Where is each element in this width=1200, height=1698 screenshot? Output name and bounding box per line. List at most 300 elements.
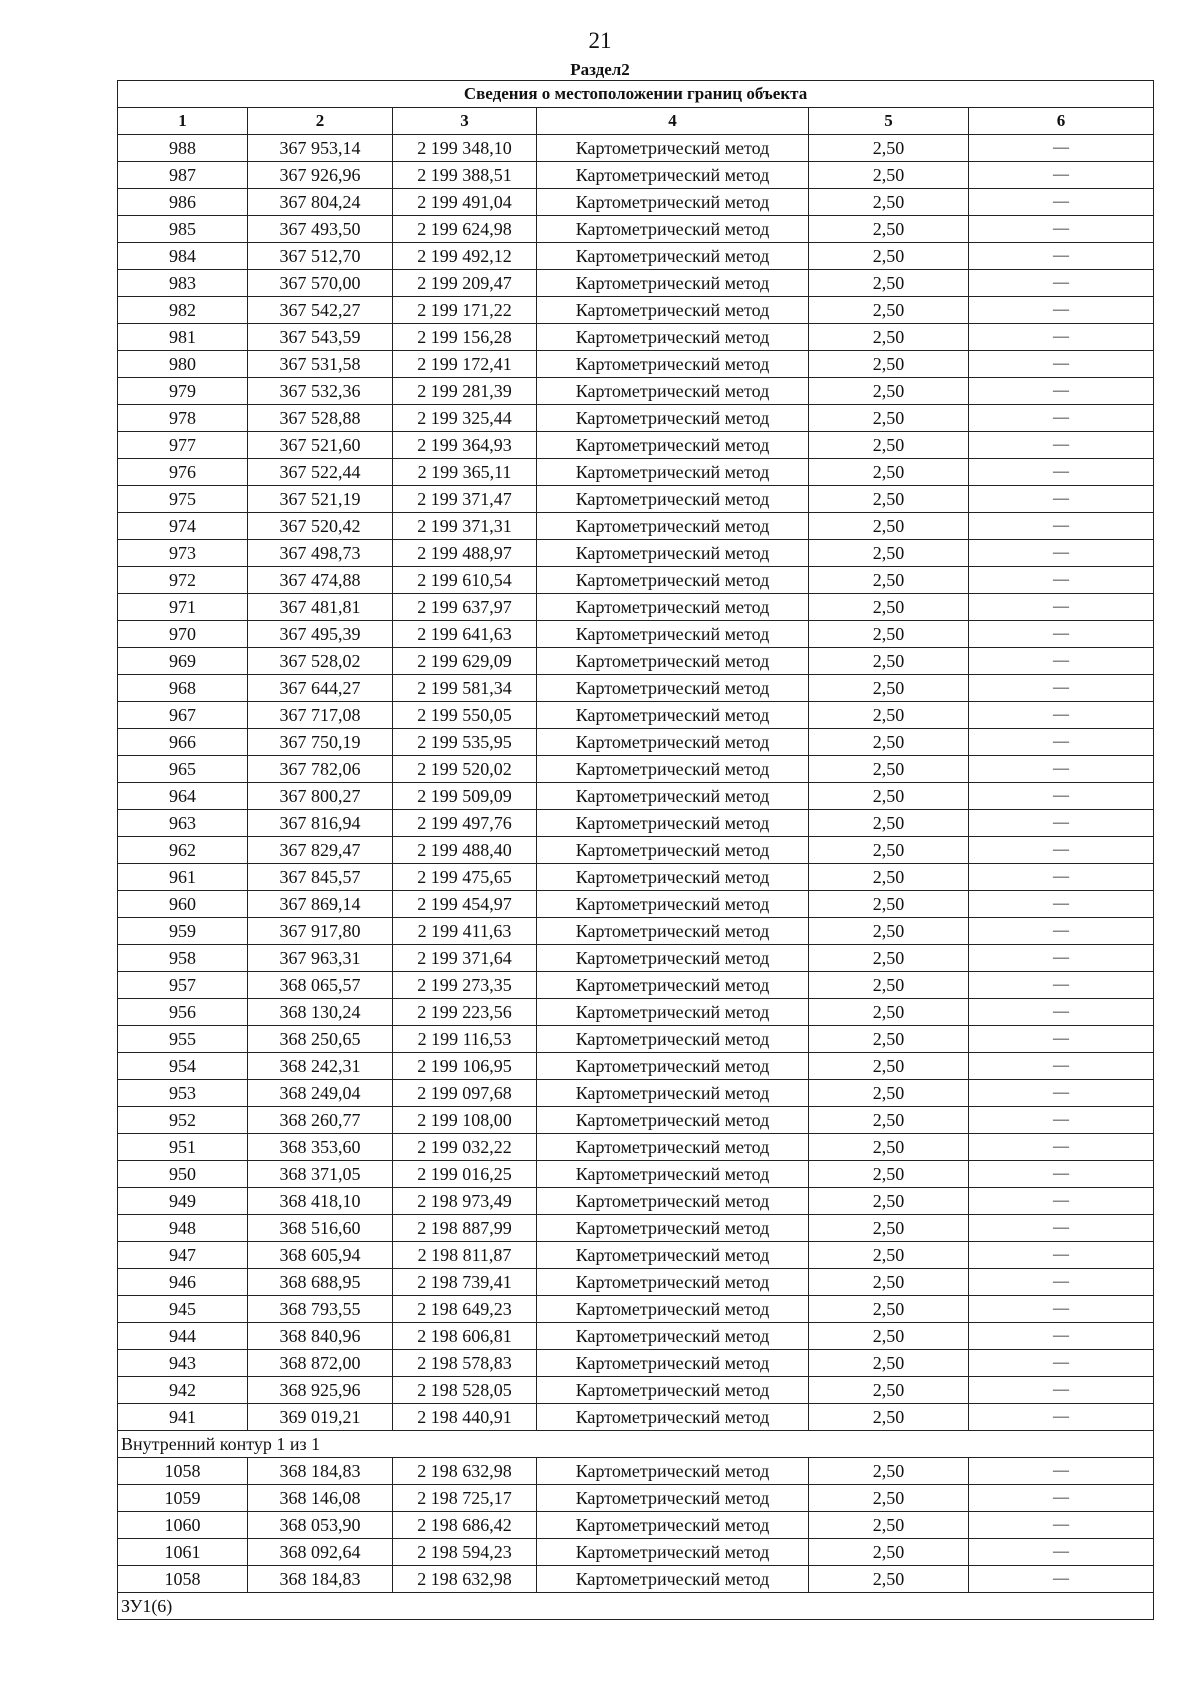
description-cell: — xyxy=(969,1188,1154,1215)
y-coordinate-cell: 2 198 440,91 xyxy=(393,1404,537,1431)
table-row xyxy=(118,918,1154,945)
method-cell: Картометрический метод xyxy=(537,567,809,594)
x-coordinate-cell: 368 053,90 xyxy=(248,1512,393,1539)
description-cell: — xyxy=(969,729,1154,756)
outer-contour-rows xyxy=(118,135,1154,1431)
x-coordinate-cell: 368 184,83 xyxy=(248,1458,393,1485)
x-coordinate-cell: 368 249,04 xyxy=(248,1080,393,1107)
point-number-cell: 973 xyxy=(118,540,248,567)
table-row xyxy=(118,702,1154,729)
point-number-cell: 943 xyxy=(118,1350,248,1377)
y-coordinate-cell: 2 199 106,95 xyxy=(393,1053,537,1080)
table-row xyxy=(118,378,1154,405)
point-number-cell: 982 xyxy=(118,297,248,324)
point-number-cell: 974 xyxy=(118,513,248,540)
point-number-cell: 971 xyxy=(118,594,248,621)
description-cell: — xyxy=(969,594,1154,621)
description-cell: — xyxy=(969,1323,1154,1350)
y-coordinate-cell: 2 199 116,53 xyxy=(393,1026,537,1053)
table-row xyxy=(118,1107,1154,1134)
precision-cell: 2,50 xyxy=(809,270,969,297)
precision-cell: 2,50 xyxy=(809,702,969,729)
method-cell: Картометрический метод xyxy=(537,1539,809,1566)
y-coordinate-cell: 2 198 578,83 xyxy=(393,1350,537,1377)
table-row xyxy=(118,162,1154,189)
point-number-cell: 963 xyxy=(118,810,248,837)
x-coordinate-cell: 367 963,31 xyxy=(248,945,393,972)
column-header: 5 xyxy=(809,108,969,135)
x-coordinate-cell: 368 353,60 xyxy=(248,1134,393,1161)
precision-cell: 2,50 xyxy=(809,837,969,864)
point-number-cell: 953 xyxy=(118,1080,248,1107)
column-header-row xyxy=(118,108,1154,135)
precision-cell: 2,50 xyxy=(809,1107,969,1134)
point-number-cell: 958 xyxy=(118,945,248,972)
point-number-cell: 951 xyxy=(118,1134,248,1161)
table-row xyxy=(118,729,1154,756)
table-row xyxy=(118,135,1154,162)
table-caption-row xyxy=(118,81,1154,108)
precision-cell: 2,50 xyxy=(809,1080,969,1107)
description-cell: — xyxy=(969,918,1154,945)
table-row xyxy=(118,1080,1154,1107)
description-cell: — xyxy=(969,1566,1154,1593)
precision-cell: 2,50 xyxy=(809,1350,969,1377)
precision-cell: 2,50 xyxy=(809,486,969,513)
table-caption: Сведения о местоположении границ объекта xyxy=(118,81,1154,108)
table-row xyxy=(118,324,1154,351)
x-coordinate-cell: 367 474,88 xyxy=(248,567,393,594)
point-number-cell: 964 xyxy=(118,783,248,810)
y-coordinate-cell: 2 199 492,12 xyxy=(393,243,537,270)
table-row xyxy=(118,432,1154,459)
y-coordinate-cell: 2 199 365,11 xyxy=(393,459,537,486)
precision-cell: 2,50 xyxy=(809,405,969,432)
table-row xyxy=(118,297,1154,324)
x-coordinate-cell: 367 520,42 xyxy=(248,513,393,540)
precision-cell: 2,50 xyxy=(809,756,969,783)
method-cell: Картометрический метод xyxy=(537,1134,809,1161)
table-row xyxy=(118,1188,1154,1215)
x-coordinate-cell: 367 953,14 xyxy=(248,135,393,162)
point-number-cell: 967 xyxy=(118,702,248,729)
method-cell: Картометрический метод xyxy=(537,162,809,189)
x-coordinate-cell: 368 092,64 xyxy=(248,1539,393,1566)
y-coordinate-cell: 2 199 097,68 xyxy=(393,1080,537,1107)
method-cell: Картометрический метод xyxy=(537,324,809,351)
column-header: 6 xyxy=(969,108,1154,135)
y-coordinate-cell: 2 198 606,81 xyxy=(393,1323,537,1350)
x-coordinate-cell: 368 688,95 xyxy=(248,1269,393,1296)
precision-cell: 2,50 xyxy=(809,594,969,621)
point-number-cell: 968 xyxy=(118,675,248,702)
y-coordinate-cell: 2 198 686,42 xyxy=(393,1512,537,1539)
point-number-cell: 970 xyxy=(118,621,248,648)
y-coordinate-cell: 2 199 581,34 xyxy=(393,675,537,702)
x-coordinate-cell: 367 816,94 xyxy=(248,810,393,837)
point-number-cell: 959 xyxy=(118,918,248,945)
boundary-coordinates-table xyxy=(117,80,1154,1620)
method-cell: Картометрический метод xyxy=(537,675,809,702)
description-cell: — xyxy=(969,216,1154,243)
y-coordinate-cell: 2 199 488,97 xyxy=(393,540,537,567)
x-coordinate-cell: 367 521,19 xyxy=(248,486,393,513)
table-row xyxy=(118,1296,1154,1323)
precision-cell: 2,50 xyxy=(809,378,969,405)
x-coordinate-cell: 367 717,08 xyxy=(248,702,393,729)
point-number-cell: 948 xyxy=(118,1215,248,1242)
description-cell: — xyxy=(969,1458,1154,1485)
point-number-cell: 957 xyxy=(118,972,248,999)
table-row xyxy=(118,891,1154,918)
method-cell: Картометрический метод xyxy=(537,540,809,567)
x-coordinate-cell: 368 605,94 xyxy=(248,1242,393,1269)
point-number-cell: 984 xyxy=(118,243,248,270)
y-coordinate-cell: 2 199 497,76 xyxy=(393,810,537,837)
method-cell: Картометрический метод xyxy=(537,378,809,405)
point-number-cell: 976 xyxy=(118,459,248,486)
precision-cell: 2,50 xyxy=(809,1323,969,1350)
description-cell: — xyxy=(969,1134,1154,1161)
method-cell: Картометрический метод xyxy=(537,1458,809,1485)
method-cell: Картометрический метод xyxy=(537,486,809,513)
method-cell: Картометрический метод xyxy=(537,999,809,1026)
y-coordinate-cell: 2 199 016,25 xyxy=(393,1161,537,1188)
x-coordinate-cell: 367 498,73 xyxy=(248,540,393,567)
table-row xyxy=(118,1566,1154,1593)
table-row xyxy=(118,1539,1154,1566)
x-coordinate-cell: 367 845,57 xyxy=(248,864,393,891)
description-cell: — xyxy=(969,270,1154,297)
description-cell: — xyxy=(969,891,1154,918)
description-cell: — xyxy=(969,648,1154,675)
method-cell: Картометрический метод xyxy=(537,1269,809,1296)
method-cell: Картометрический метод xyxy=(537,918,809,945)
method-cell: Картометрический метод xyxy=(537,1242,809,1269)
x-coordinate-cell: 367 522,44 xyxy=(248,459,393,486)
description-cell: — xyxy=(969,405,1154,432)
description-cell: — xyxy=(969,1080,1154,1107)
table-row xyxy=(118,1458,1154,1485)
description-cell: — xyxy=(969,1512,1154,1539)
description-cell: — xyxy=(969,1161,1154,1188)
x-coordinate-cell: 367 528,88 xyxy=(248,405,393,432)
method-cell: Картометрический метод xyxy=(537,432,809,459)
y-coordinate-cell: 2 199 209,47 xyxy=(393,270,537,297)
point-number-cell: 981 xyxy=(118,324,248,351)
method-cell: Картометрический метод xyxy=(537,837,809,864)
precision-cell: 2,50 xyxy=(809,1134,969,1161)
point-number-cell: 1058 xyxy=(118,1458,248,1485)
footer-section xyxy=(118,1593,1154,1620)
method-cell: Картометрический метод xyxy=(537,270,809,297)
table-row xyxy=(118,189,1154,216)
method-cell: Картометрический метод xyxy=(537,189,809,216)
table-row xyxy=(118,621,1154,648)
table-row xyxy=(118,1512,1154,1539)
method-cell: Картометрический метод xyxy=(537,1215,809,1242)
method-cell: Картометрический метод xyxy=(537,1188,809,1215)
x-coordinate-cell: 368 516,60 xyxy=(248,1215,393,1242)
y-coordinate-cell: 2 198 632,98 xyxy=(393,1458,537,1485)
table-row xyxy=(118,1269,1154,1296)
description-cell: — xyxy=(969,1053,1154,1080)
point-number-cell: 975 xyxy=(118,486,248,513)
inner-contour-label: Внутренний контур 1 из 1 xyxy=(118,1431,1154,1458)
precision-cell: 2,50 xyxy=(809,1485,969,1512)
precision-cell: 2,50 xyxy=(809,1458,969,1485)
x-coordinate-cell: 367 829,47 xyxy=(248,837,393,864)
description-cell: — xyxy=(969,756,1154,783)
point-number-cell: 1061 xyxy=(118,1539,248,1566)
table-row xyxy=(118,675,1154,702)
method-cell: Картометрический метод xyxy=(537,1161,809,1188)
y-coordinate-cell: 2 199 108,00 xyxy=(393,1107,537,1134)
description-cell: — xyxy=(969,702,1154,729)
x-coordinate-cell: 368 146,08 xyxy=(248,1485,393,1512)
y-coordinate-cell: 2 199 475,65 xyxy=(393,864,537,891)
table-row xyxy=(118,1215,1154,1242)
y-coordinate-cell: 2 199 032,22 xyxy=(393,1134,537,1161)
point-number-cell: 988 xyxy=(118,135,248,162)
method-cell: Картометрический метод xyxy=(537,756,809,783)
x-coordinate-cell: 367 521,60 xyxy=(248,432,393,459)
column-header: 1 xyxy=(118,108,248,135)
precision-cell: 2,50 xyxy=(809,513,969,540)
method-cell: Картометрический метод xyxy=(537,1566,809,1593)
method-cell: Картометрический метод xyxy=(537,1512,809,1539)
precision-cell: 2,50 xyxy=(809,351,969,378)
x-coordinate-cell: 367 495,39 xyxy=(248,621,393,648)
method-cell: Картометрический метод xyxy=(537,972,809,999)
description-cell: — xyxy=(969,999,1154,1026)
y-coordinate-cell: 2 199 281,39 xyxy=(393,378,537,405)
y-coordinate-cell: 2 198 887,99 xyxy=(393,1215,537,1242)
y-coordinate-cell: 2 199 156,28 xyxy=(393,324,537,351)
point-number-cell: 960 xyxy=(118,891,248,918)
description-cell: — xyxy=(969,351,1154,378)
description-cell: — xyxy=(969,783,1154,810)
y-coordinate-cell: 2 199 371,47 xyxy=(393,486,537,513)
y-coordinate-cell: 2 199 491,04 xyxy=(393,189,537,216)
method-cell: Картометрический метод xyxy=(537,783,809,810)
description-cell: — xyxy=(969,1485,1154,1512)
column-header: 2 xyxy=(248,108,393,135)
x-coordinate-cell: 367 528,02 xyxy=(248,648,393,675)
description-cell: — xyxy=(969,1269,1154,1296)
precision-cell: 2,50 xyxy=(809,891,969,918)
description-cell: — xyxy=(969,837,1154,864)
precision-cell: 2,50 xyxy=(809,864,969,891)
y-coordinate-cell: 2 199 388,51 xyxy=(393,162,537,189)
inner-contour-rows xyxy=(118,1458,1154,1593)
precision-cell: 2,50 xyxy=(809,1215,969,1242)
point-number-cell: 972 xyxy=(118,567,248,594)
table-row xyxy=(118,216,1154,243)
point-number-cell: 983 xyxy=(118,270,248,297)
y-coordinate-cell: 2 198 973,49 xyxy=(393,1188,537,1215)
table-row xyxy=(118,405,1154,432)
table-row xyxy=(118,864,1154,891)
description-cell: — xyxy=(969,864,1154,891)
method-cell: Картометрический метод xyxy=(537,135,809,162)
description-cell: — xyxy=(969,1215,1154,1242)
table-row xyxy=(118,1323,1154,1350)
point-number-cell: 965 xyxy=(118,756,248,783)
x-coordinate-cell: 367 542,27 xyxy=(248,297,393,324)
inner-contour-section xyxy=(118,1431,1154,1458)
method-cell: Картометрический метод xyxy=(537,1296,809,1323)
table-row xyxy=(118,837,1154,864)
table-row xyxy=(118,972,1154,999)
table-row xyxy=(118,459,1154,486)
x-coordinate-cell: 367 869,14 xyxy=(248,891,393,918)
precision-cell: 2,50 xyxy=(809,135,969,162)
method-cell: Картометрический метод xyxy=(537,1404,809,1431)
point-number-cell: 969 xyxy=(118,648,248,675)
table-row xyxy=(118,486,1154,513)
description-cell: — xyxy=(969,567,1154,594)
description-cell: — xyxy=(969,1242,1154,1269)
inner-contour-label-row xyxy=(118,1431,1154,1458)
table-row xyxy=(118,1404,1154,1431)
precision-cell: 2,50 xyxy=(809,1053,969,1080)
point-number-cell: 962 xyxy=(118,837,248,864)
table-row xyxy=(118,1161,1154,1188)
y-coordinate-cell: 2 199 535,95 xyxy=(393,729,537,756)
precision-cell: 2,50 xyxy=(809,1026,969,1053)
y-coordinate-cell: 2 198 811,87 xyxy=(393,1242,537,1269)
description-cell: — xyxy=(969,297,1154,324)
x-coordinate-cell: 367 644,27 xyxy=(248,675,393,702)
description-cell: — xyxy=(969,1404,1154,1431)
precision-cell: 2,50 xyxy=(809,945,969,972)
x-coordinate-cell: 368 130,24 xyxy=(248,999,393,1026)
x-coordinate-cell: 368 872,00 xyxy=(248,1350,393,1377)
y-coordinate-cell: 2 199 371,31 xyxy=(393,513,537,540)
precision-cell: 2,50 xyxy=(809,675,969,702)
description-cell: — xyxy=(969,513,1154,540)
description-cell: — xyxy=(969,1377,1154,1404)
precision-cell: 2,50 xyxy=(809,1566,969,1593)
point-number-cell: 946 xyxy=(118,1269,248,1296)
y-coordinate-cell: 2 199 637,97 xyxy=(393,594,537,621)
precision-cell: 2,50 xyxy=(809,729,969,756)
precision-cell: 2,50 xyxy=(809,1269,969,1296)
point-number-cell: 956 xyxy=(118,999,248,1026)
method-cell: Картометрический метод xyxy=(537,594,809,621)
table-row xyxy=(118,243,1154,270)
y-coordinate-cell: 2 198 594,23 xyxy=(393,1539,537,1566)
description-cell: — xyxy=(969,135,1154,162)
point-number-cell: 961 xyxy=(118,864,248,891)
plot-label: ЗУ1(6) xyxy=(118,1593,1154,1620)
y-coordinate-cell: 2 199 371,64 xyxy=(393,945,537,972)
point-number-cell: 949 xyxy=(118,1188,248,1215)
precision-cell: 2,50 xyxy=(809,1404,969,1431)
table-row xyxy=(118,351,1154,378)
method-cell: Картометрический метод xyxy=(537,1107,809,1134)
description-cell: — xyxy=(969,189,1154,216)
x-coordinate-cell: 367 926,96 xyxy=(248,162,393,189)
description-cell: — xyxy=(969,1296,1154,1323)
description-cell: — xyxy=(969,1539,1154,1566)
x-coordinate-cell: 367 543,59 xyxy=(248,324,393,351)
description-cell: — xyxy=(969,675,1154,702)
x-coordinate-cell: 367 481,81 xyxy=(248,594,393,621)
description-cell: — xyxy=(969,1107,1154,1134)
precision-cell: 2,50 xyxy=(809,621,969,648)
description-cell: — xyxy=(969,324,1154,351)
point-number-cell: 985 xyxy=(118,216,248,243)
precision-cell: 2,50 xyxy=(809,243,969,270)
description-cell: — xyxy=(969,1350,1154,1377)
method-cell: Картометрический метод xyxy=(537,405,809,432)
description-cell: — xyxy=(969,972,1154,999)
description-cell: — xyxy=(969,1026,1154,1053)
table-row xyxy=(118,1377,1154,1404)
x-coordinate-cell: 367 800,27 xyxy=(248,783,393,810)
point-number-cell: 1059 xyxy=(118,1485,248,1512)
point-number-cell: 947 xyxy=(118,1242,248,1269)
point-number-cell: 941 xyxy=(118,1404,248,1431)
method-cell: Картометрический метод xyxy=(537,1026,809,1053)
x-coordinate-cell: 369 019,21 xyxy=(248,1404,393,1431)
x-coordinate-cell: 368 260,77 xyxy=(248,1107,393,1134)
x-coordinate-cell: 367 782,06 xyxy=(248,756,393,783)
point-number-cell: 942 xyxy=(118,1377,248,1404)
x-coordinate-cell: 367 532,36 xyxy=(248,378,393,405)
footer-row xyxy=(118,1593,1154,1620)
page-number: 21 xyxy=(588,28,612,53)
y-coordinate-cell: 2 199 223,56 xyxy=(393,999,537,1026)
y-coordinate-cell: 2 199 520,02 xyxy=(393,756,537,783)
table-row xyxy=(118,783,1154,810)
method-cell: Картометрический метод xyxy=(537,810,809,837)
precision-cell: 2,50 xyxy=(809,324,969,351)
precision-cell: 2,50 xyxy=(809,1512,969,1539)
description-cell: — xyxy=(969,945,1154,972)
table-row xyxy=(118,1485,1154,1512)
x-coordinate-cell: 367 804,24 xyxy=(248,189,393,216)
table-row xyxy=(118,594,1154,621)
table-row xyxy=(118,1242,1154,1269)
description-cell: — xyxy=(969,432,1154,459)
method-cell: Картометрический метод xyxy=(537,864,809,891)
table-row xyxy=(118,513,1154,540)
method-cell: Картометрический метод xyxy=(537,459,809,486)
precision-cell: 2,50 xyxy=(809,567,969,594)
method-cell: Картометрический метод xyxy=(537,945,809,972)
x-coordinate-cell: 367 570,00 xyxy=(248,270,393,297)
point-number-cell: 987 xyxy=(118,162,248,189)
y-coordinate-cell: 2 199 641,63 xyxy=(393,621,537,648)
point-number-cell: 1060 xyxy=(118,1512,248,1539)
table-row xyxy=(118,270,1154,297)
description-cell: — xyxy=(969,540,1154,567)
y-coordinate-cell: 2 198 632,98 xyxy=(393,1566,537,1593)
point-number-cell: 978 xyxy=(118,405,248,432)
method-cell: Картометрический метод xyxy=(537,1053,809,1080)
precision-cell: 2,50 xyxy=(809,432,969,459)
method-cell: Картометрический метод xyxy=(537,621,809,648)
precision-cell: 2,50 xyxy=(809,1296,969,1323)
point-number-cell: 952 xyxy=(118,1107,248,1134)
x-coordinate-cell: 368 418,10 xyxy=(248,1188,393,1215)
table-row xyxy=(118,945,1154,972)
x-coordinate-cell: 368 184,83 xyxy=(248,1566,393,1593)
method-cell: Картометрический метод xyxy=(537,729,809,756)
